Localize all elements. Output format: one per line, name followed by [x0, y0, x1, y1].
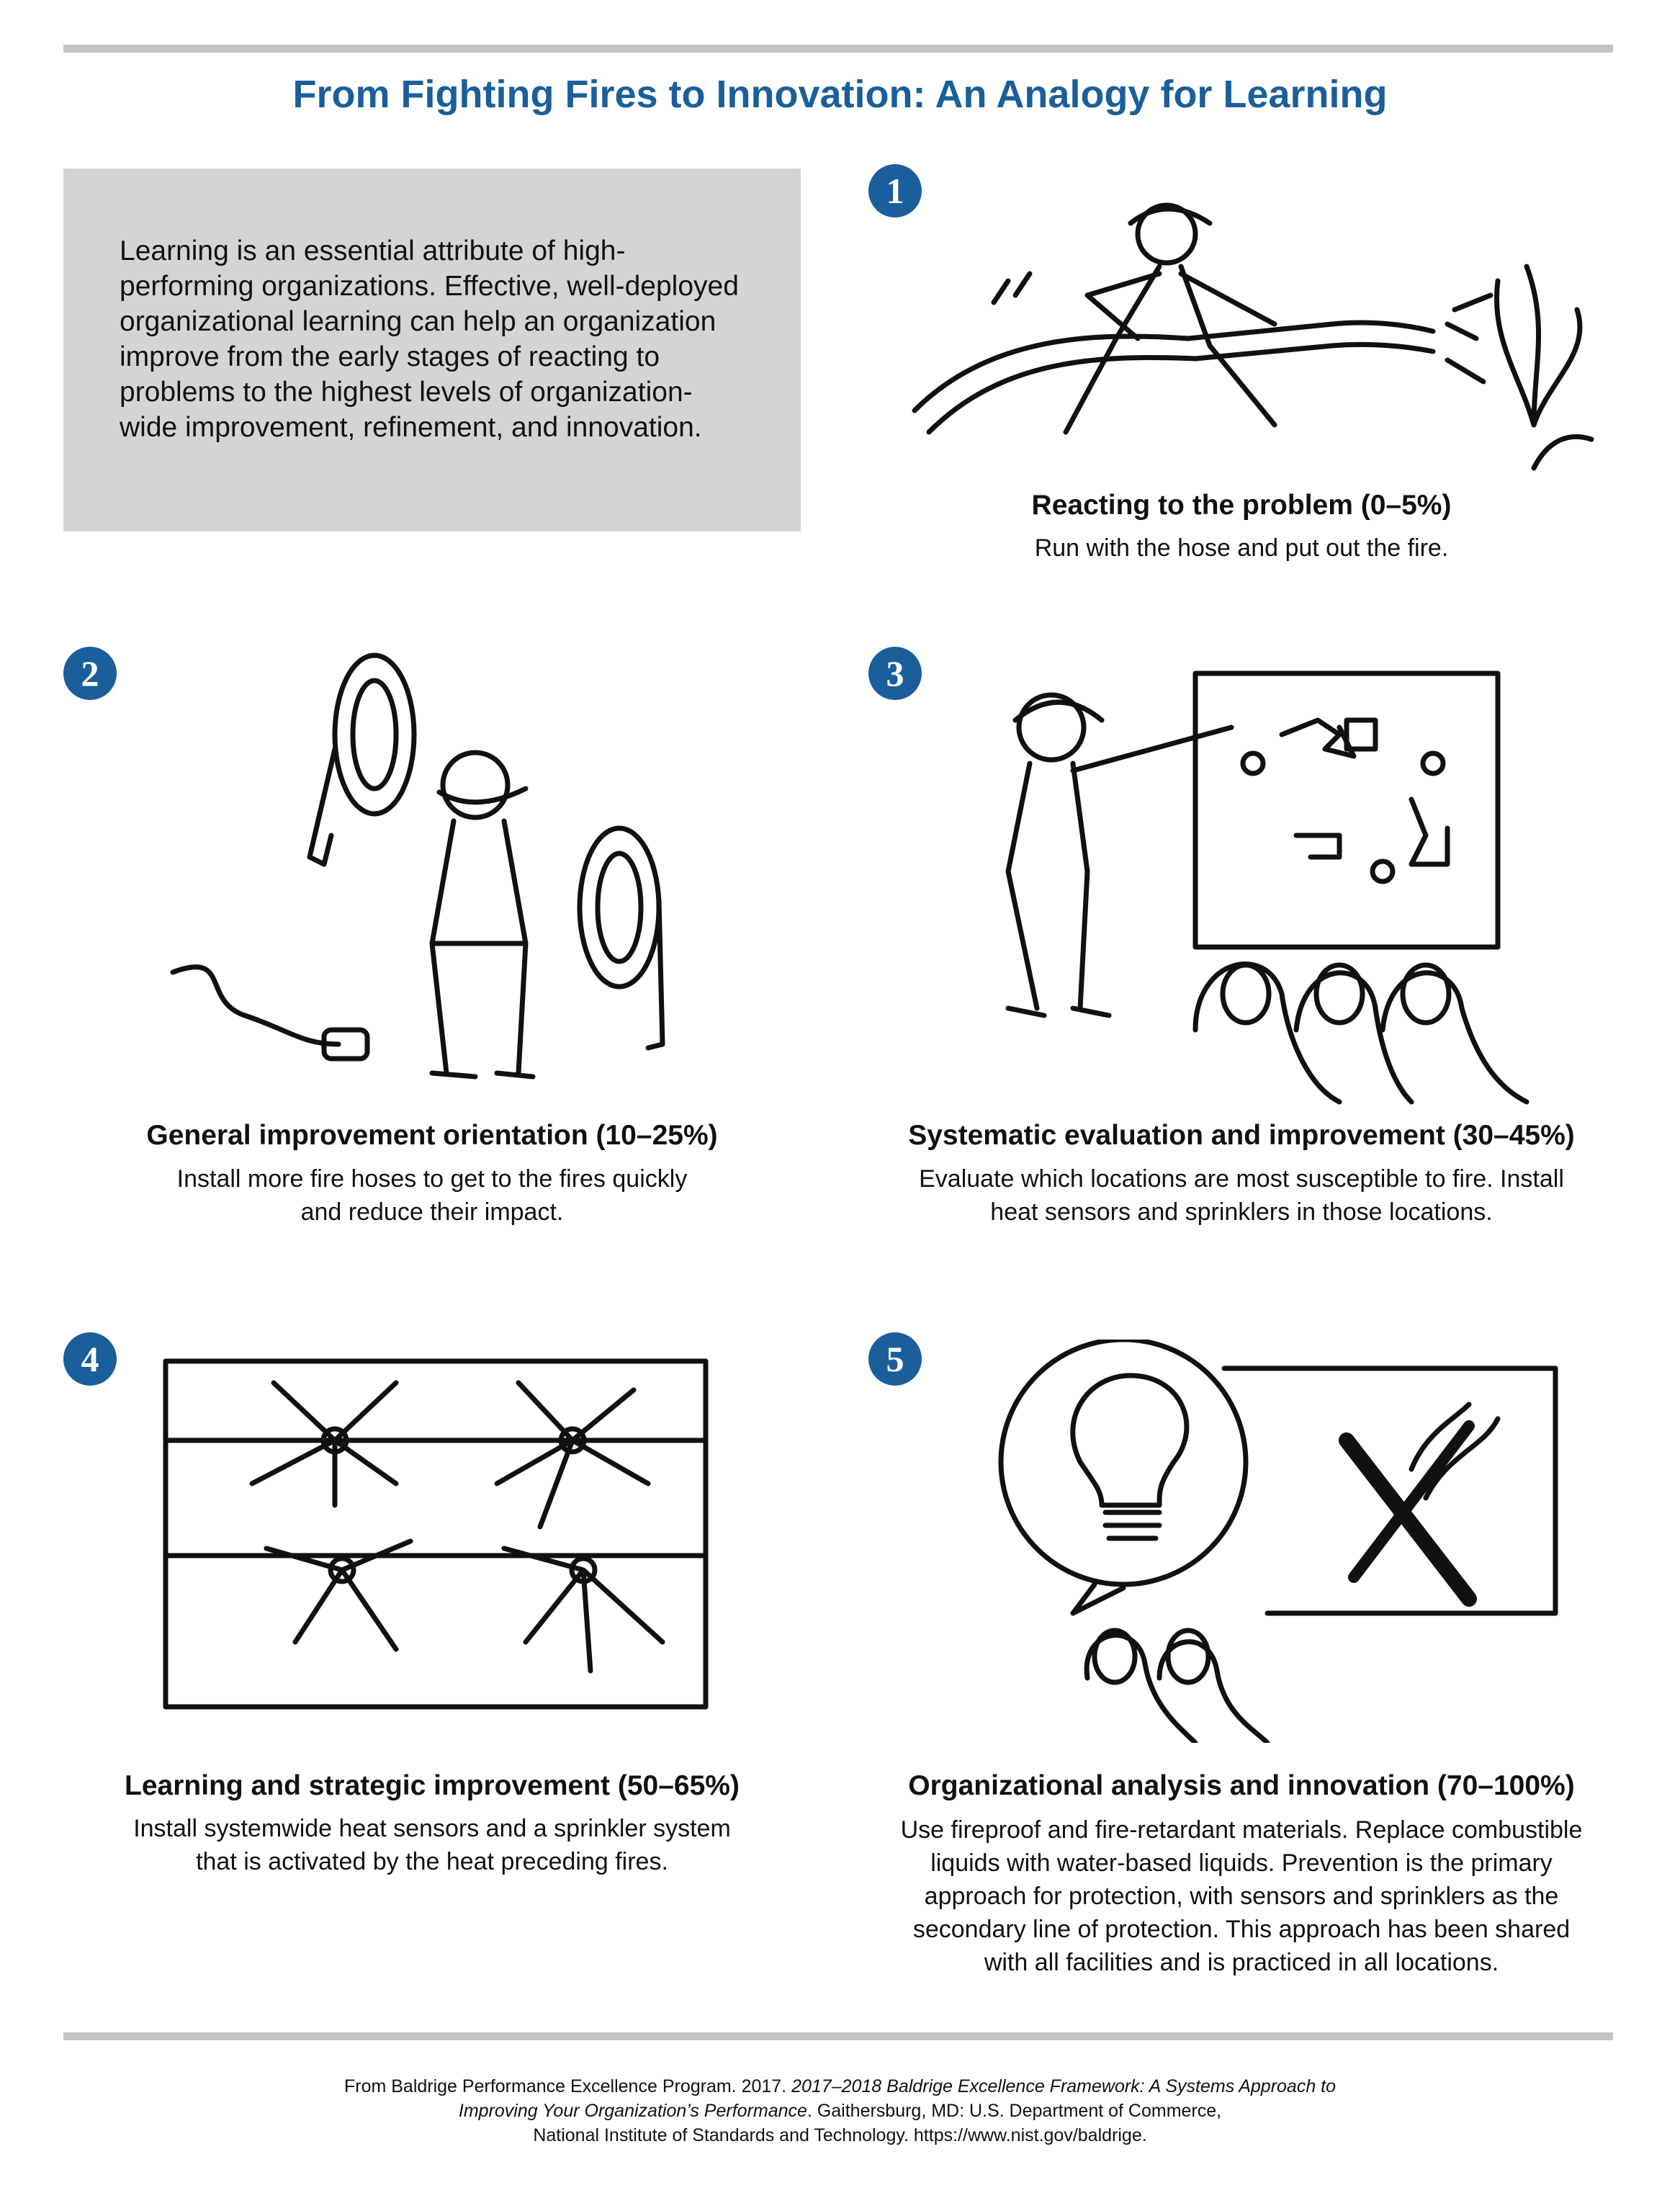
stage-5-description — [870, 1813, 1613, 1979]
desc-line: secondary line of protection. This approach has been shared — [912, 1916, 1571, 1943]
citation-source: From Baldrige Performance Excellence Program. 2017. — [343, 2076, 792, 2096]
stage-3-badge: 3 — [868, 647, 922, 700]
hose-reels-firefighter-illustration — [158, 641, 706, 1102]
citation-footer — [0, 2074, 1680, 2148]
stage-1-description — [870, 531, 1613, 565]
presenter-board-audience-illustration — [979, 655, 1613, 1109]
desc-line: Evaluate which locations are most susceptible to fire. Install — [919, 1165, 1564, 1193]
citation-title-part-1: 2017–2018 Baldrige Excellence Framework: A Systems Approach to — [791, 2076, 1337, 2096]
desc-line: liquids with water-based liquids. Prevention is the primary — [930, 1849, 1553, 1877]
citation-title-part-2: Improving Your Organization’s Performance — [458, 2101, 807, 2121]
desc-line: approach for protection, with sensors and sprinklers as the — [924, 1883, 1559, 1910]
citation-line-1 — [0, 2074, 1680, 2099]
desc-line: and reduce their impact. — [300, 1198, 564, 1226]
stage-4-badge: 4 — [63, 1332, 117, 1386]
citation-line-3: National Institute of Standards and Technology. https://www.nist.gov/baldrige. — [533, 2125, 1147, 2145]
stage-4-heading: Learning and strategic improvement (50–65%) — [125, 1770, 740, 1801]
intro-line: improve from the early stages of reacting to — [120, 341, 660, 372]
firefighter-hose-illustration — [900, 194, 1606, 483]
desc-line: Use fireproof and fire-retardant materials. Replace combustible — [900, 1816, 1583, 1844]
stage-2-badge: 2 — [63, 647, 117, 700]
stage-1-badge: 1 — [868, 164, 922, 217]
stage-4-description — [63, 1812, 801, 1878]
desc-line: with all facilities and is practiced in all locations. — [984, 1949, 1499, 1976]
bottom-rule — [63, 2032, 1613, 2040]
desc-line: Install more fire hoses to get to the fires quickly — [176, 1165, 688, 1193]
stage-3-heading: Systematic evaluation and improvement (30–45%) — [908, 1120, 1575, 1151]
stage-1-heading: Reacting to the problem (0–5%) — [1031, 490, 1452, 521]
citation-line-2 — [0, 2099, 1680, 2123]
top-rule — [63, 45, 1613, 53]
stage-3-description — [870, 1162, 1613, 1229]
stage-5-heading: Organizational analysis and innovation (70–100%) — [908, 1770, 1575, 1801]
intro-box — [63, 169, 801, 531]
desc-line: Run with the hose and put out the fire. — [1034, 534, 1449, 562]
desc-line: that is activated by the heat preceding fires. — [196, 1848, 668, 1875]
intro-line: performing organizations. Effective, well-deployed — [120, 271, 739, 302]
desc-line: Install systemwide heat sensors and a sprinkler system — [133, 1815, 731, 1842]
intro-line: organizational learning can help an organization — [120, 306, 717, 337]
citation-publisher: . Gaithersburg, MD: U.S. Department of Commerce, — [807, 2101, 1222, 2121]
lightbulb-idea-crossed-fire-illustration — [951, 1340, 1599, 1743]
intro-line: wide improvement, refinement, and innovation. — [120, 412, 702, 443]
stage-2-heading: General improvement orientation (10–25%) — [146, 1120, 718, 1151]
stage-5-badge: 5 — [868, 1332, 922, 1386]
sprinkler-network-illustration — [158, 1340, 720, 1728]
desc-line: heat sensors and sprinklers in those locations. — [990, 1198, 1493, 1226]
intro-line: Learning is an essential attribute of high- — [120, 236, 626, 266]
page-title: From Fighting Fires to Innovation: An Analogy for Learning — [292, 73, 1388, 116]
intro-line: problems to the highest levels of organization- — [120, 377, 693, 408]
stage-2-description — [63, 1162, 801, 1229]
